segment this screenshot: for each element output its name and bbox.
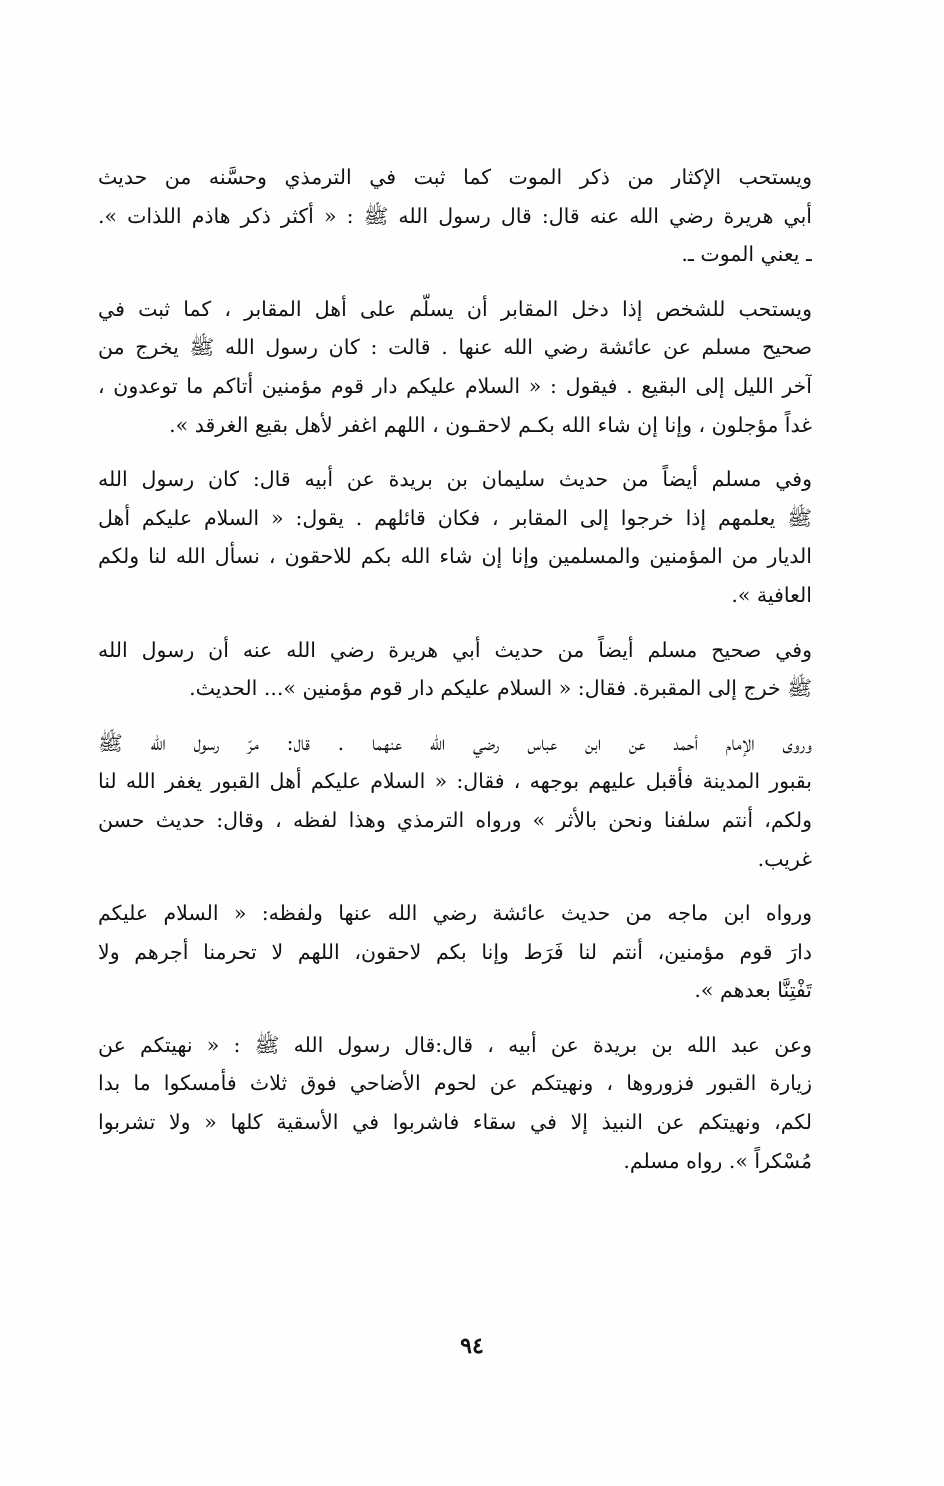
paragraph [98,1026,812,1180]
text-line: الديار من المؤمنين والمسلمين وإنا إن شاء الله بكم للاحقون ، نسأل الله لنا ولكم [98,544,812,569]
text-line: وفي صحيح مسلم أيضاً من حديث أبي هريرة رضي الله عنه أن رسول الله [98,637,812,662]
paragraph [98,460,812,614]
text-line: دارَ قوم مؤمنين، أنتم لنا فَرَط وإنا بكم لاحقون، اللهم لا تحرمنا أجرهم ولا [98,939,812,964]
paragraph [98,724,812,878]
text-line: ورواه ابن ماجه من حديث عائشة رضي الله عنها ولفظه: « السلام عليكم [98,901,812,926]
text-line: لكم، ونهيتكم عن النبيذ إلا في سقاء فاشربوا في الأسقية كلها « ولا تشربوا [98,1110,812,1135]
text-line: أبي هريرة رضي الله عنه قال: قال رسول الله ﷺ : « أكثر ذكر هاذم اللذات ». [98,203,812,228]
text-line: غريب. [757,846,812,871]
text-line: ﷺ خرج إلى المقبرة. فقال: « السلام عليكم دار قوم مؤمنين »... الحديث. [189,676,812,701]
paragraph [98,290,812,444]
text-line: وروى الإمام أحمد عن ابن عباس رضي الله عنهما . قال: مرّ رسول الله ﷺ [98,730,812,755]
text-line: بقبور المدينة فأقبل عليهم بوجهه ، فقال: « السلام عليكم أهل القبور يغفر الله لنا [98,769,812,794]
paragraph [98,631,812,708]
text-line: ويستحب للشخص إذا دخل المقابر أن يسلّم على أهل المقابر ، كما ثبت في [98,296,812,321]
text-line: تَفْتِنَّا بعدهم ». [694,978,812,1003]
text-line: ويستحب الإكثار من ذكر الموت كما ثبت في الترمذي وحسَّنه من حديث [98,165,812,189]
text-line: وعن عبد الله بن بريدة عن أبيه ، قال:قال رسول الله ﷺ : « نهيتكم عن [98,1032,812,1057]
text-line: العافية ». [731,582,812,607]
text-line: آخر الليل إلى البقيع . فيقول : « السلام عليكم دار قوم مؤمنين أتاكم ما توعدون ، [98,373,812,398]
page-number: ٩٤ [460,1333,484,1359]
text-line: وفي مسلم أيضاً من حديث سليمان بن بريدة عن أبيه قال: كان رسول الله [98,467,812,492]
text-line: زيارة القبور فزوروها ، ونهيتكم عن لحوم الأضاحي فوق ثلاث فأمسكوا ما بدا [98,1071,812,1096]
paragraph [98,894,812,1010]
text-line: مُسْكراً ». رواه مسلم. [623,1148,812,1173]
text-line: ولكم، أنتم سلفنا ونحن بالأثر » ورواه الترمذي وهذا لفظه ، وقال: حديث حسن [98,807,812,832]
text-line: صحيح مسلم عن عائشة رضي الله عنها . قالت : كان رسول الله ﷺ يخرج من [98,335,812,360]
text-line: ﷺ يعلمهم إذا خرجوا إلى المقابر ، فكان قائلهم . يقول: « السلام عليكم أهل [98,505,812,530]
body-text [98,158,812,1180]
text-line: غداً مؤجلون ، وإنا إن شاء الله بكـم لاحقـون ، اللهم اغفر لأهل بقيع الغرقد ». [169,412,812,437]
text-line: ـ يعني الموت ـ. [681,242,812,267]
paragraph [98,158,812,274]
